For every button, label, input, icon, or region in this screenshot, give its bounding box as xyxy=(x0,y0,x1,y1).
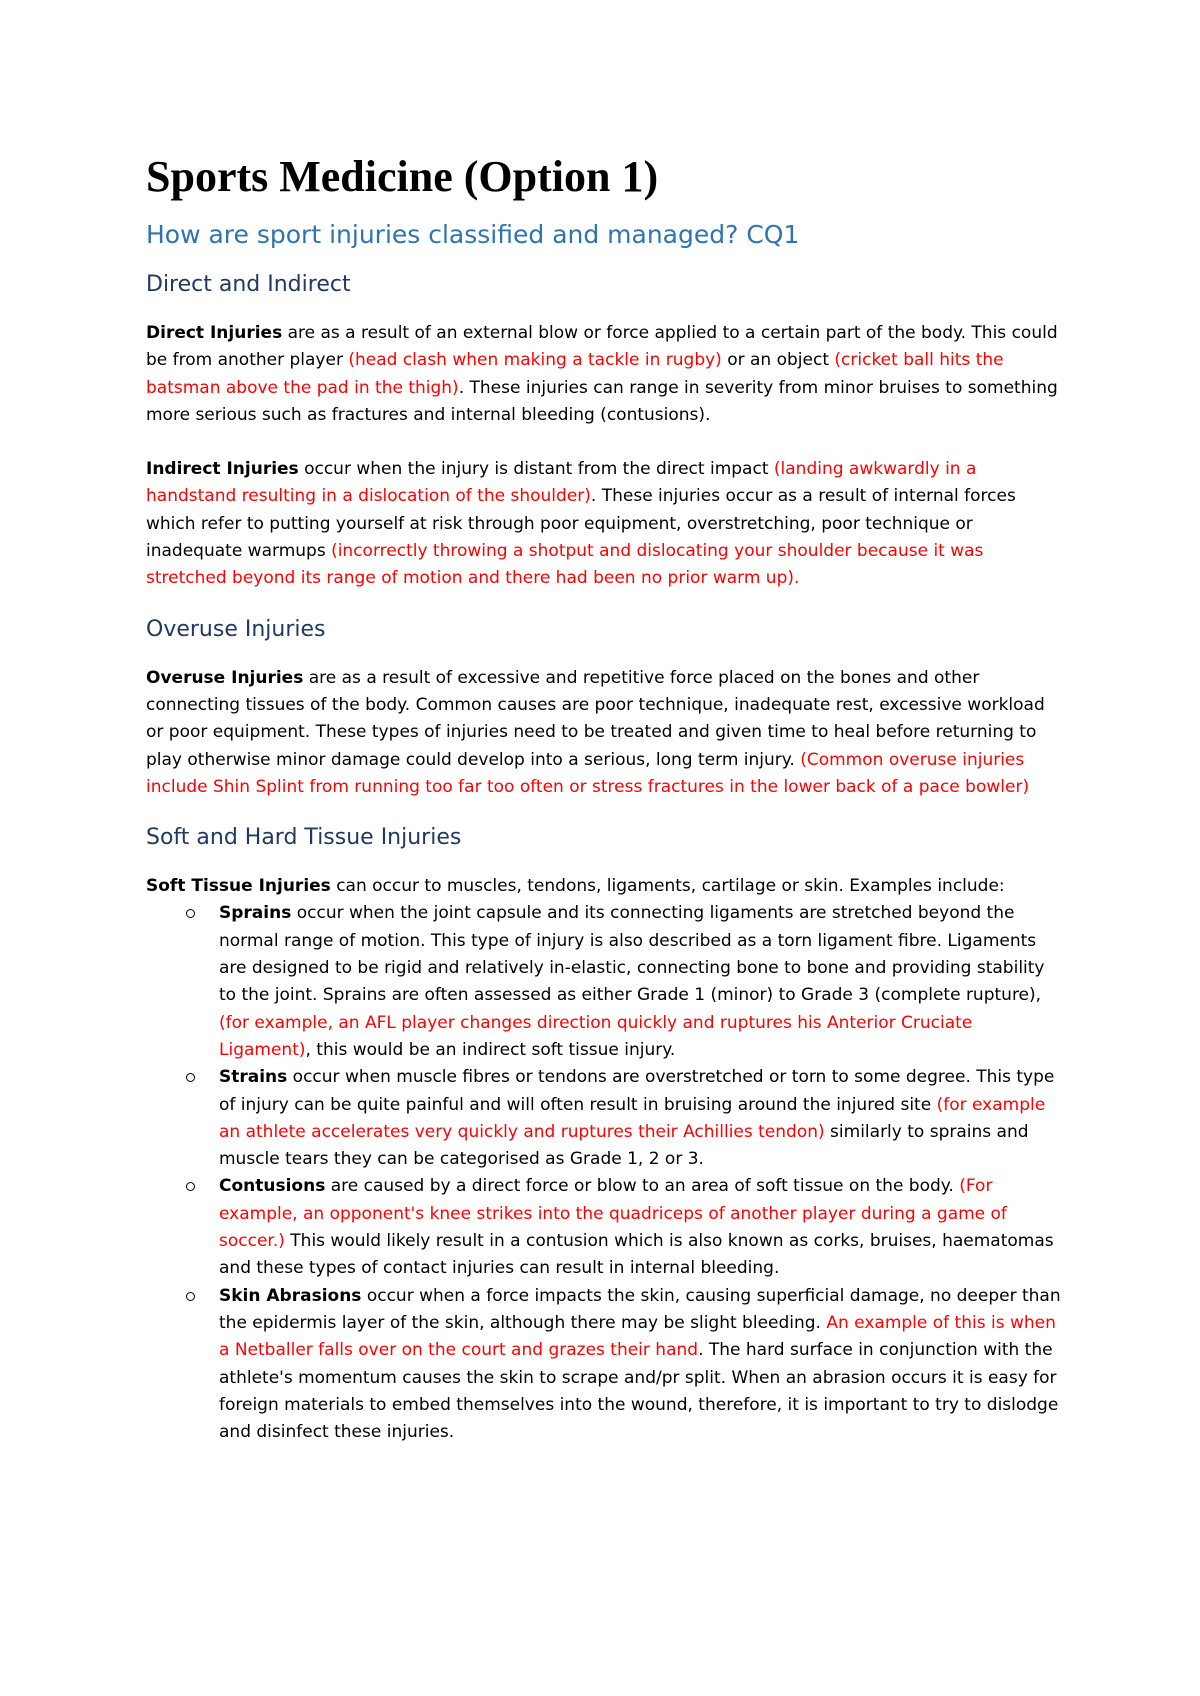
example-text: (landing awkwardly in a handstand resulting in a dislocation of the shoulder) xyxy=(146,459,977,507)
soft-tissue-list xyxy=(146,900,1066,1446)
list-item-skin-abrasions xyxy=(146,1283,1066,1447)
text: are as a result of an external blow or force applied to a certain part of the body. This could be from another player xyxy=(146,323,1058,371)
example-text: (head clash when making a tackle in rugby) xyxy=(348,350,722,371)
list-item-strains xyxy=(146,1064,1066,1173)
term-contusions: Contusions xyxy=(219,1176,326,1197)
paragraph-overuse-injuries xyxy=(146,665,1066,801)
term-strains: Strains xyxy=(219,1067,288,1088)
document-content xyxy=(146,150,1066,1446)
example-text: An example of this is when a Netballer falls over on the court and grazes their hand xyxy=(219,1312,1056,1361)
example-text: (For example, an opponent's knee strikes into the quadriceps of another player during a game of soccer.) xyxy=(219,1176,1007,1252)
text: or an object xyxy=(721,350,835,371)
text: are caused by a direct force or blow to an area of soft tissue on the body. xyxy=(325,1176,960,1197)
hollow-circle-bullet-icon xyxy=(186,1073,195,1082)
text: occur when the joint capsule and its connecting ligaments are stretched beyond the normal range of motion. This type of injury is also described as a torn ligament fibre. Ligaments are designed to be rigid and relatively in-elastic, connecting bone to bone and providing stability to the joint. Sprains are often assessed as either Grade 1 (minor) to Grade 3 (complete rupture), xyxy=(219,903,1045,1006)
term-sprains: Sprains xyxy=(219,903,292,924)
section-heading-overuse: Overuse Injuries xyxy=(146,616,326,642)
text: . The hard surface in conjunction with the athlete's momentum causes the skin to scrape and/pr split. When an abrasion occurs it is easy for foreign materials to embed themselves into the wound, therefore, it is important to try to dislodge and disinfect these injuries. xyxy=(219,1340,1059,1443)
text: This would likely result in a contusion which is also known as corks, bruises, haematomas and these types of contact injuries can result in internal bleeding. xyxy=(219,1231,1054,1279)
document-title: Sports Medicine (Option 1) xyxy=(146,152,659,201)
paragraph-indirect-injuries xyxy=(146,456,1066,592)
example-text: (for example an athlete accelerates very quickly and ruptures their Achillies tendon) xyxy=(219,1094,1046,1142)
text: . These injuries can range in severity from minor bruises to something more serious such as fractures and internal bleeding (contusions). xyxy=(146,377,1058,425)
text: similarly to sprains and muscle tears they can be categorised as Grade 1, 2 or 3. xyxy=(219,1121,1029,1170)
example-text: (for example, an AFL player changes direction quickly and ruptures his Anterior Cruciate Ligament) xyxy=(219,1012,973,1060)
section-heading-direct-indirect: Direct and Indirect xyxy=(146,272,351,297)
term-overuse-injuries: Overuse Injuries xyxy=(146,667,304,688)
section-heading-soft-hard-tissue: Soft and Hard Tissue Injuries xyxy=(146,825,462,851)
text: are as a result of excessive and repetitive force placed on the bones and other connecting tissues of the body. Common causes are poor technique, inadequate rest, excessive workload or poor equipment. These types of injuries need to be treated and given time to heal before returning to play otherwise minor damage could develop into a serious, long term injury. xyxy=(146,667,1045,770)
term-skin-abrasions: Skin Abrasions xyxy=(219,1285,362,1306)
document-subtitle: How are sport injuries classified and managed? CQ1 xyxy=(146,220,800,249)
term-soft-tissue-injuries: Soft Tissue Injuries xyxy=(146,876,331,897)
example-text: (cricket ball hits the batsman above the pad in the thigh) xyxy=(146,350,1004,398)
text: occur when muscle fibres or tendons are overstretched or torn to some degree. This type of injury can be quite painful and will often result in bruising around the injured site xyxy=(219,1067,1055,1115)
term-indirect-injuries: Indirect Injuries xyxy=(146,459,299,480)
example-text: (Common overuse injuries include Shin Splint from running too far too often or stress fractures in the lower back of a pace bowler) xyxy=(146,749,1030,797)
paragraph-direct-injuries xyxy=(146,320,1066,429)
text: , this would be an indirect soft tissue injury. xyxy=(305,1039,676,1060)
paragraph-soft-tissue-intro xyxy=(146,873,1066,900)
text: . These injuries occur as a result of internal forces which refer to putting yourself at risk through poor equipment, overstretching, poor technique or inadequate warmups xyxy=(146,486,1016,562)
list-item-sprains xyxy=(146,900,1066,1064)
hollow-circle-bullet-icon xyxy=(186,1182,195,1191)
hollow-circle-bullet-icon xyxy=(186,909,195,918)
example-text: (incorrectly throwing a shotput and dislocating your shoulder because it was stretched beyond its range of motion and there had been no prior warm up). xyxy=(146,541,984,589)
text: can occur to muscles, tendons, ligaments, cartilage or skin. Examples include: xyxy=(330,876,1005,897)
term-direct-injuries: Direct Injuries xyxy=(146,323,283,343)
list-item-contusions xyxy=(146,1173,1066,1282)
text: occur when a force impacts the skin, causing superficial damage, no deeper than the epidermis layer of the skin, although there may be slight bleeding. xyxy=(219,1285,1061,1333)
hollow-circle-bullet-icon xyxy=(186,1292,195,1301)
text: occur when the injury is distant from the direct impact xyxy=(298,459,774,480)
